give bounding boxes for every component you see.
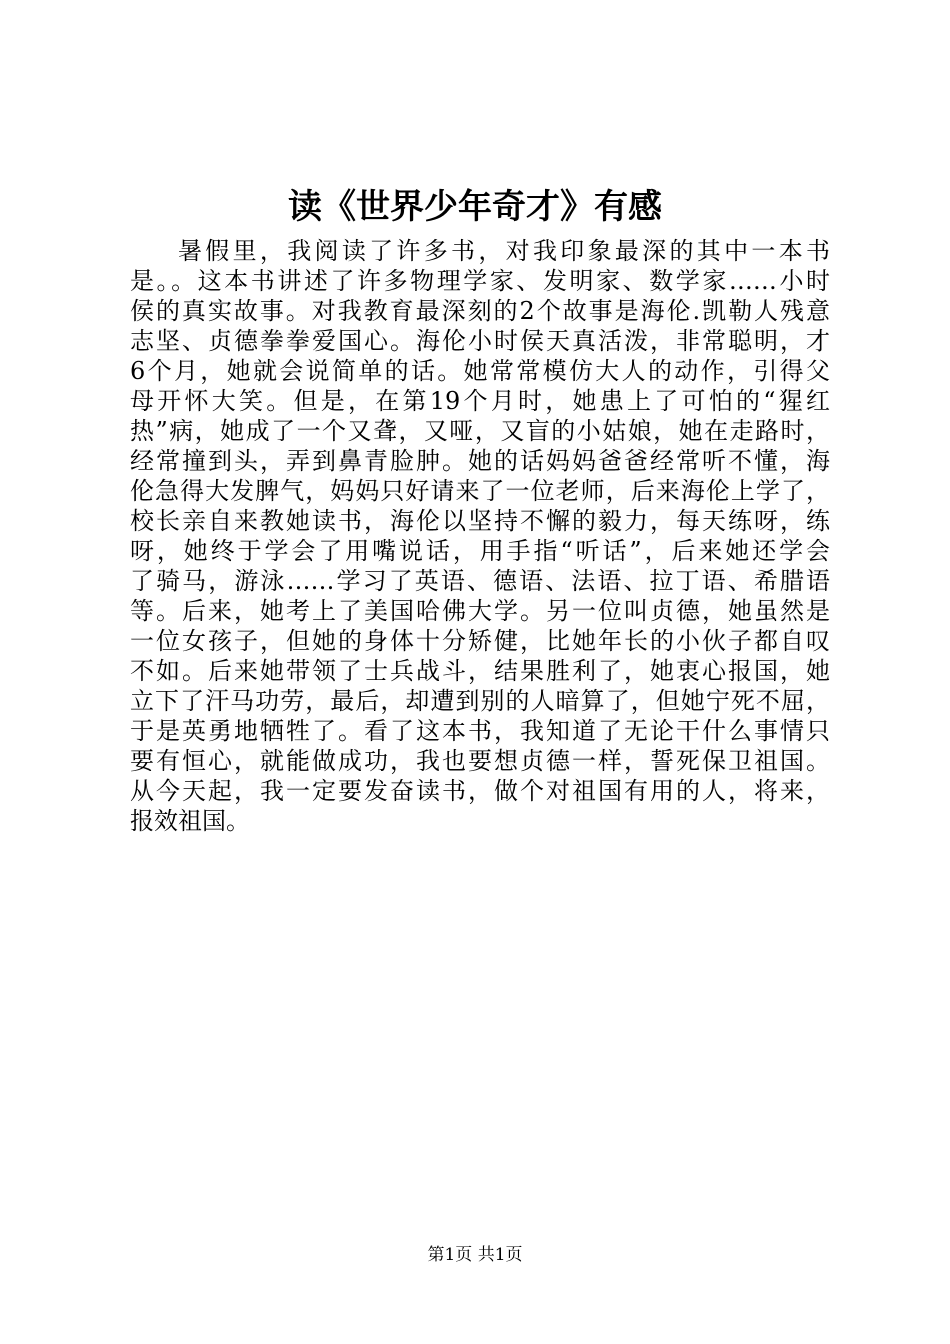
page-footer: 第1页 共1页 xyxy=(427,1245,523,1265)
text-line: 志坚、贞德拳拳爱国心。海伦小时侯天真活泼，非常聪明，才 xyxy=(130,327,830,355)
text-line: 伦急得大发脾气，妈妈只好请来了一位老师，后来海伦上学了， xyxy=(130,477,830,505)
text-line: 报效祖国。 xyxy=(130,807,250,835)
text-line: 母开怀大笑。但是，在第19个月时，她患上了可怕的“猩红 xyxy=(130,387,830,415)
text-line: 经常撞到头，弄到鼻青脸肿。她的话妈妈爸爸经常听不懂，海 xyxy=(130,447,830,475)
text-line: 于是英勇地牺牲了。看了这本书，我知道了无论干什么事情只 xyxy=(130,717,830,745)
text-line: 了骑马，游泳……学习了英语、德语、法语、拉丁语、希腊语 xyxy=(130,567,830,595)
text-line: 是。。这本书讲述了许多物理学家、发明家、数学家……小时 xyxy=(130,267,830,295)
text-line: 暑假里，我阅读了许多书，对我印象最深的其中一本书 xyxy=(178,237,830,265)
text-line: 校长亲自来教她读书，海伦以坚持不懈的毅力，每天练呀，练 xyxy=(130,507,830,535)
text-line: 立下了汗马功劳，最后，却遭到别的人暗算了，但她宁死不屈， xyxy=(130,687,830,715)
text-line: 热”病，她成了一个又聋，又哑，又盲的小姑娘，她在走路时， xyxy=(130,417,830,445)
body-text xyxy=(130,236,830,836)
page-title: 读《世界少年奇才》有感 xyxy=(288,187,662,227)
text-line: 不如。后来她带领了士兵战斗，结果胜利了，她衷心报国，她 xyxy=(130,657,830,685)
text-line: 从今天起，我一定要发奋读书，做个对祖国有用的人，将来， xyxy=(130,777,830,805)
text-line: 侯的真实故事。对我教育最深刻的2个故事是海伦.凯勒人残意 xyxy=(130,297,830,325)
text-line: 等。后来，她考上了美国哈佛大学。另一位叫贞德，她虽然是 xyxy=(130,597,830,625)
text-line: 6个月，她就会说简单的话。她常常模仿大人的动作，引得父 xyxy=(130,357,830,385)
text-line: 一位女孩子，但她的身体十分矫健，比她年长的小伙子都自叹 xyxy=(130,627,830,655)
text-line: 呀，她终于学会了用嘴说话，用手指“听话”，后来她还学会 xyxy=(130,537,830,565)
text-line: 要有恒心，就能做成功，我也要想贞德一样，誓死保卫祖国。 xyxy=(130,747,830,775)
